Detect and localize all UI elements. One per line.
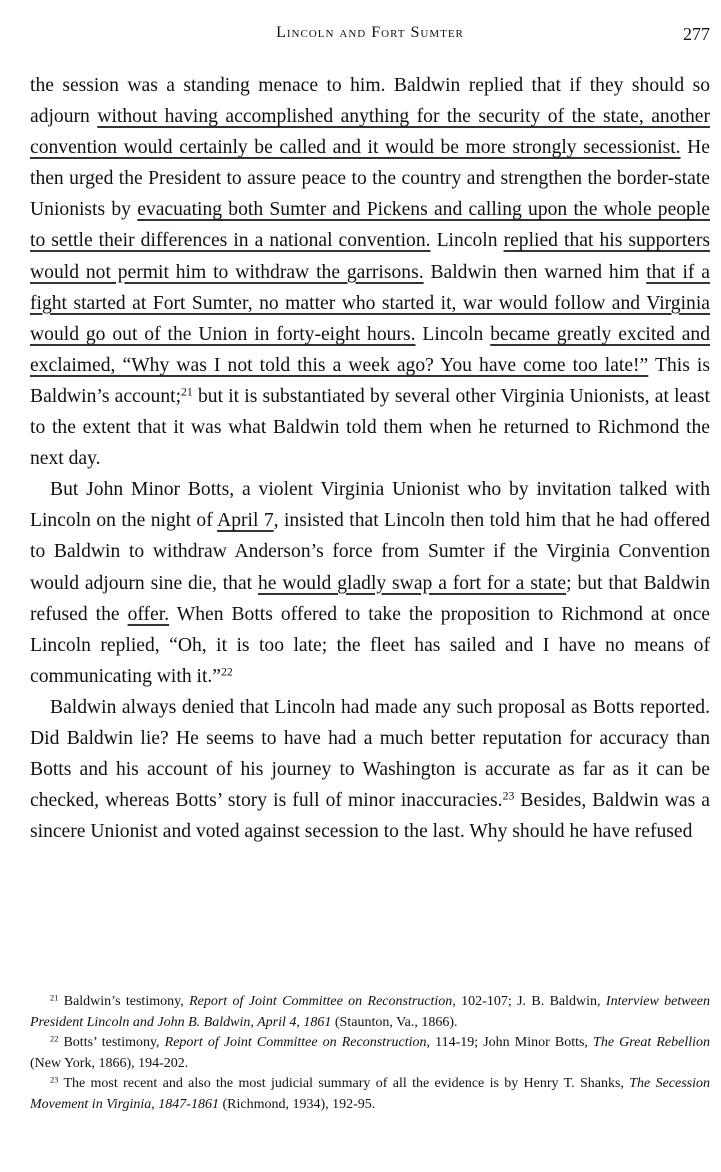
text-run: He then urged the President to assure peace to the country and strengthen the border-state Unionists by xyxy=(30,137,711,221)
text-run: Lincoln xyxy=(430,230,504,252)
footnote xyxy=(30,992,710,1033)
text-run: the session was a standing menace to him. Baldwin replied that if they should so adjourn xyxy=(30,75,710,128)
footnote-ref: 23 xyxy=(502,789,515,803)
underlined-text: offer. xyxy=(127,603,170,625)
text-run: Baldwin’s testimony, xyxy=(58,994,190,1009)
underlined-text: became greatly excited and exclaimed, “Why was I not told this a week ago? You have come too late!” xyxy=(30,323,710,376)
text-run: The most recent and also the most judicial summary of all the evidence is by Henry T. Shanks, xyxy=(58,1076,630,1092)
page-header xyxy=(30,24,710,52)
text-run: 102-107; J. B. Baldwin, xyxy=(455,994,606,1009)
text-run: Baldwin then warned him xyxy=(423,261,647,283)
text-run: Lincoln xyxy=(415,323,491,345)
text-run: Baldwin always denied that Lincoln had made any such proposal as Botts reported. Did Baldwin lie? He seems to have had a much better reputation for accuracy than Botts and his account of his journey to Washington is accurate as far as it can be checked, whereas Botts’ story is full of minor inaccuracies. xyxy=(30,696,710,812)
text-run: (Richmond, 1934), 192-95. xyxy=(218,1096,376,1112)
text-run: , insisted that Lincoln then told him that he had offered to Baldwin to withdraw Anderson’s force from Sumter if the Virginia Convention would adjourn sine die, that xyxy=(30,510,710,594)
text-run: (New York, 1866), 194-202. xyxy=(30,1055,189,1071)
italic-title: The Great Rebellion xyxy=(593,1035,711,1051)
italic-title: The Secession Movement in Virginia, 1847-1861 xyxy=(30,1076,711,1112)
text-run: Besides, Baldwin was a sincere Unionist and voted against secession to the last. Why should he have refused xyxy=(30,790,710,843)
underlined-text: April 7 xyxy=(217,510,274,532)
footnote-ref: 21 xyxy=(181,385,193,399)
footnote xyxy=(30,1033,710,1074)
underlined-text: he would gladly swap a fort for a state xyxy=(257,572,567,594)
paragraph xyxy=(30,474,710,692)
underlined-text: evacuating both Sumter and Pickens and calling upon the whole people to settle their differences in a national convention. xyxy=(30,199,710,252)
footnote-ref: 22 xyxy=(221,665,233,679)
footnote-ref: 23 xyxy=(50,1075,59,1085)
footnote-ref: 22 xyxy=(50,1034,59,1044)
running-head: Lincoln and Fort Sumter xyxy=(276,24,464,41)
footnote xyxy=(30,1074,710,1115)
text-run: But John Minor Botts, a violent Virginia Unionist who by invitation talked with Lincoln on the night of xyxy=(30,479,710,532)
italic-title: Report of Joint Committee on Reconstruction, xyxy=(189,994,456,1009)
text-run: Botts’ testimony, xyxy=(58,1035,165,1051)
text-run: ; but that Baldwin refused the xyxy=(30,572,710,625)
underlined-text: replied that his supporters would not permit him to withdraw the garrisons. xyxy=(30,230,710,283)
underlined-text: that if a fight started at Fort Sumter, no matter who started it, war would follow and Virginia would go out of the Union in forty-eight hours. xyxy=(30,261,710,345)
italic-title: Interview between President Lincoln and John B. Baldwin, April 4, 1861 xyxy=(30,994,711,1030)
text-run: This is Baldwin’s account; xyxy=(30,354,710,407)
paragraph xyxy=(30,692,710,847)
body-text xyxy=(30,70,710,847)
paragraph xyxy=(30,70,710,474)
text-run: but it is substantiated by several other Virginia Unionists, at least to the extent that it was what Baldwin told them when he returned to Richmond the next day. xyxy=(30,385,710,470)
page-number: 277 xyxy=(683,24,710,44)
italic-title: Report of Joint Committee on Reconstruction, xyxy=(164,1035,431,1051)
text-run: When Botts offered to take the proposition to Richmond at once Lincoln replied, “Oh, it is too late; the fleet has sailed and I have no means of communicating with it.” xyxy=(30,603,710,687)
footnotes xyxy=(30,992,710,1116)
footnote-ref: 21 xyxy=(50,993,59,1003)
underlined-text: without having accomplished anything for the security of the state, another convention would certainly be called and it would be more strongly secessionist. xyxy=(30,106,710,159)
text-run: 114-19; John Minor Botts, xyxy=(430,1035,594,1051)
text-run: (Staunton, Va., 1866). xyxy=(331,1014,458,1030)
